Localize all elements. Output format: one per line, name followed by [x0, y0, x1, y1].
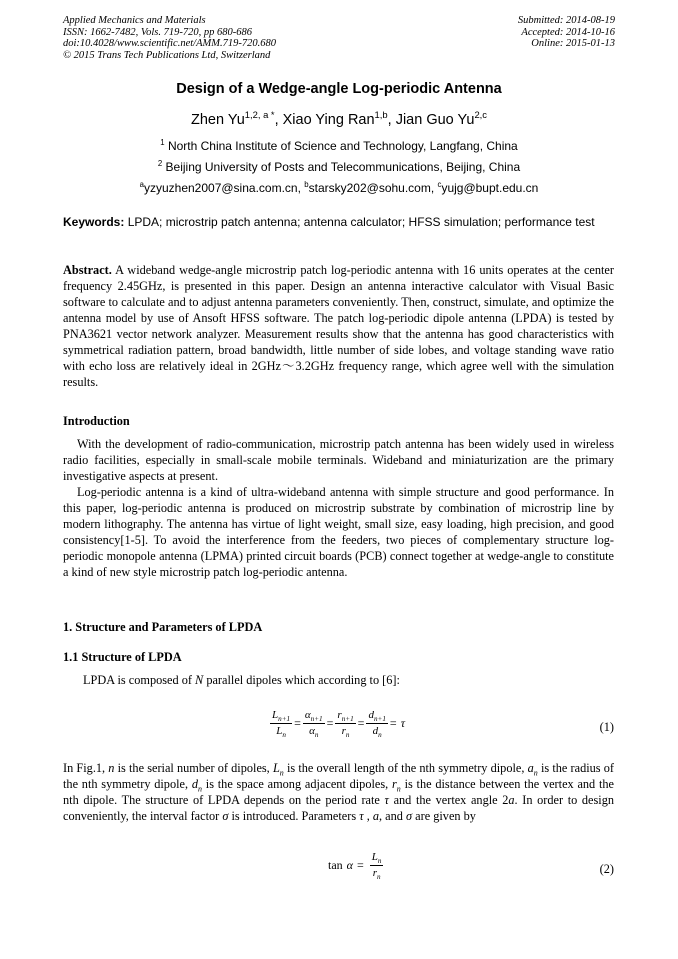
affiliation-2-number: 2 — [157, 159, 163, 168]
eq1-frac-r: $\frac{r_{n+1}}{r_n}$ — [337, 709, 354, 740]
accepted-date: Accepted: 2014-10-16 — [521, 26, 615, 38]
affiliation-1-text: North China Institute of Science and Technology, Langfang, China — [167, 139, 518, 153]
submitted-date: Submitted: 2014-08-19 — [517, 15, 615, 26]
journal-header-left — [63, 15, 276, 61]
email-a-marker: a — [139, 180, 144, 189]
equation-2-body: tan α = $\frac{L_n}{r_n}$ — [328, 851, 382, 882]
eq1-frac-alpha: $\frac{\alpha_{n+1}}{\alpha_n}$ — [304, 709, 323, 740]
abstract-block — [63, 262, 614, 390]
equation-1-body: $\frac{L_{n+1}}{L_n}$ = $\frac{\alpha_{n+1}}{\alpha_n}$ = $\frac{r_{n+1}}{r_n}$ = $\frac{d_{n+1}}{d_n}$ = τ — [272, 709, 405, 740]
doi-line: doi:10.4028/www.scientific.net/AMM.719-720.680 — [63, 38, 276, 49]
issn-line: ISSN: 1662-7482, Vols. 719-720, pp 680-686 — [63, 26, 252, 38]
equation-2 — [63, 850, 614, 890]
affiliation-2-text: Beijing University of Posts and Telecommunications, Beijing, China — [165, 160, 521, 174]
equation-1-number: (1) — [599, 720, 614, 734]
para-lpda-post: parallel dipoles which according to [6]: — [203, 673, 400, 687]
introduction-heading: Introduction — [63, 414, 130, 428]
keywords-label: Keywords: — [63, 215, 125, 229]
author-3: Jian Guo Yu — [395, 112, 475, 128]
para-lpda-n: N — [195, 673, 204, 687]
eq1-frac-d: $\frac{d_{n+1}}{d_n}$ — [368, 709, 386, 740]
author-2-affil: 1,b — [374, 109, 388, 121]
journal-name: Applied Mechanics and Materials — [63, 15, 206, 26]
eq1-frac-L: $\frac{L_{n+1}}{L_n}$ — [272, 709, 291, 740]
equation-1 — [63, 708, 614, 748]
email-line — [0, 181, 678, 195]
copyright-line: © 2015 Trans Tech Publications Ltd, Switzerland — [63, 49, 271, 61]
online-date: Online: 2015-01-13 — [531, 38, 615, 49]
eq2-frac: $\frac{L_n}{r_n}$ — [371, 851, 382, 882]
author-list: Zhen $Yu^{1,2, a *}$, Xiao Ying Ran$^{1,b}$, Jian Guo Yu$^{2,c}$ — [191, 109, 487, 128]
abstract-text: A wideband wedge-angle microstrip patch log-periodic antenna with 16 units operates at the center frequency 2.45GHz, is presented in this paper. Design an antenna interactive calculator with Visual Basic software to calculate and to adjust antenna parameters conveniently. Then, construct, simulate, and optimize the antenna model by use of Ansoft HFSS software. The patch log-periodic dipole antenna (LPDA) is tested by PNA3621 vector network analyzer. Measurement results show that the antenna has good characteristics with symmetrical radiation pattern, broad bandwidth, little number of side lobes, and voltage standing wave ratio with echo loss are relatively ideal in 2GHz～3.2GHz frequency range, which agree well with the simulation results. — [63, 263, 614, 389]
paper-title: Design of a Wedge-angle Log-periodic Antenna — [176, 81, 502, 97]
section-1-heading: 1. Structure and Parameters of LPDA — [63, 620, 263, 634]
section-1-1-heading: 1.1 Structure of LPDA — [63, 650, 182, 664]
author-3-affil: 2,c — [474, 109, 487, 121]
email-c: yujg@bupt.edu.cn — [441, 181, 539, 195]
equation-2-number: (2) — [599, 862, 614, 876]
abstract-label: Abstract. — [63, 263, 112, 277]
introduction-paragraph-2: Log-periodic antenna is a kind of ultra-wideband antenna with simple structure and good performance. In this paper, log-periodic antenna is produced on microstrip substrate by combination of microstrip line by modern lithography. The antenna has virtue of light weight, small size, easy loading, high precision, and good consistency[1-5]. To avoid the interference from the feeders, two pieces of complementary structure log-periodic monopole antenna (LPMA) printed circuit boards (PCB) connect together at wedge-angle to constitute a kind of new style microstrip patch log-periodic antenna. — [63, 485, 614, 579]
affiliation-2 — [0, 160, 678, 174]
author-1-affil: 1,2, a * — [244, 109, 275, 121]
introduction-paragraph-1: With the development of radio-communication, microstrip patch antenna has been widely used in wireless radio facilities, especially in small-scale mobile terminals. Wideband and miniaturization are the primary investigative aspects at present. — [63, 437, 614, 483]
parameter-definition-paragraph: In Fig.1, n is the serial number of dipoles, $L_n$ is the overall length of the nth symmetry dipole, $a_n$ is the radius of the nth symmetry dipole, $d_n$ is the space among adjacent dipoles, $r_n$ is the distance between the vertex and the nth dipole. The structure of LPDA depends on the period rate τ and the vertex angle 2a. In order to design conveniently, the interval factor σ is introduced. Parameters τ , a, and σ are given by — [63, 761, 615, 823]
author-1: Zhen Yu — [191, 112, 245, 128]
affiliation-1 — [0, 139, 678, 153]
email-b-marker: b — [304, 180, 309, 189]
keywords-block — [63, 215, 614, 230]
para-lpda-pre: LPDA is composed of — [83, 673, 196, 687]
keywords-text: LPDA; microstrip patch antenna; antenna calculator; HFSS simulation; performance test — [127, 215, 595, 229]
section-1-1-paragraph — [63, 672, 614, 688]
email-c-marker: c — [437, 180, 442, 189]
eq1-tau: τ — [400, 716, 405, 730]
journal-header-right — [518, 15, 615, 50]
author-2: Xiao Ying Ran — [282, 112, 375, 128]
affiliation-1-number: 1 — [160, 138, 165, 147]
email-b: starsky202@sohu.com, — [308, 181, 435, 195]
email-a: yzyuzhen2007@sina.com.cn, — [143, 181, 301, 195]
